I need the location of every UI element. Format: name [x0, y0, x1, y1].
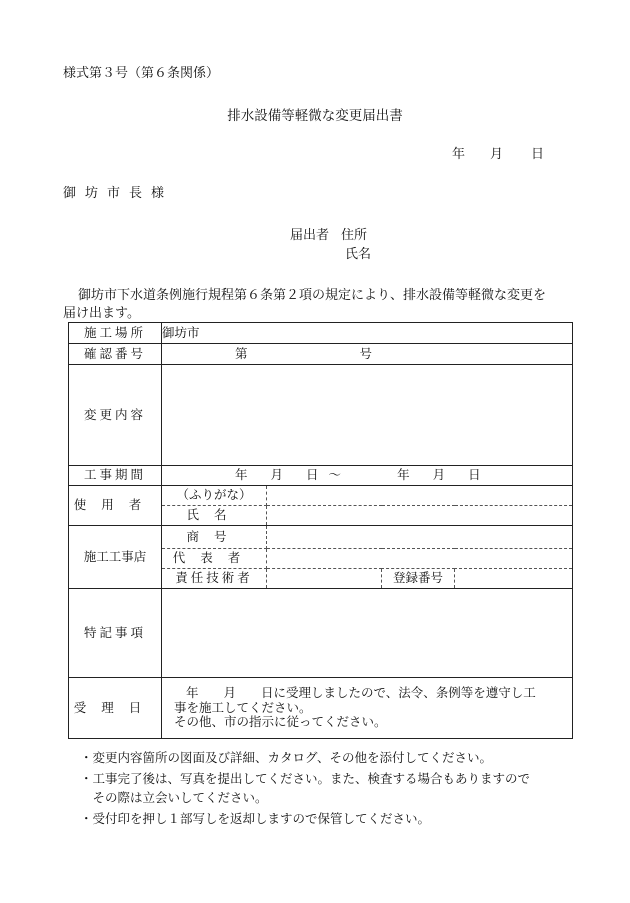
notification-form-table — [68, 322, 573, 739]
contractor-label: 施工工事店 — [69, 526, 162, 589]
period-tilde: ～ — [328, 467, 342, 483]
furigana-label: （ふりがな） — [162, 486, 267, 506]
representative-field[interactable] — [267, 549, 573, 569]
addressee: 御坊市長様 — [63, 186, 174, 201]
user-label: 使用者 — [69, 486, 162, 526]
note-receipt-stamp: ・受付印を押し１部写しを返却しますので保管してください。 — [80, 811, 431, 826]
period-start-month: 月 — [270, 467, 284, 483]
date-day: 日 — [531, 147, 545, 162]
confirmation-number-label: 確認番号 — [69, 344, 162, 365]
reception-date-label: 受理日 — [69, 678, 162, 739]
address-label: 住所 — [341, 228, 368, 243]
registration-number-field[interactable] — [455, 569, 573, 589]
applicant-line — [290, 229, 367, 242]
reception-line3: その他、市の指示に従ってください。 — [174, 714, 387, 730]
reception-line2: 事を施工してください。 — [174, 699, 312, 715]
change-details-field[interactable] — [162, 365, 573, 466]
user-name-label: 氏名 — [162, 506, 267, 526]
reception-date-text — [162, 678, 573, 739]
representative-label: 代表者 — [162, 549, 267, 569]
special-notes-field[interactable] — [162, 589, 573, 678]
note-attachments: ・変更内容箇所の図面及び詳細、カタログ、その他を添付してください。 — [80, 750, 493, 765]
period-end-month: 月 — [432, 467, 446, 483]
confirmation-number-field[interactable] — [162, 344, 573, 365]
user-name-field[interactable] — [267, 506, 573, 526]
date-year: 年 — [452, 147, 466, 162]
note-photos-continued: その際は立会いしてください。 — [80, 790, 268, 805]
note-photos: ・工事完了後は、写真を提出してください。また、検査する場合もありますので — [80, 771, 531, 786]
date-month: 月 — [490, 147, 504, 162]
period-end-year: 年 — [397, 467, 410, 483]
name-label: 氏名 — [345, 247, 372, 262]
confirmation-dai: 第 — [235, 345, 248, 361]
body-text-line2: 届け出ます。 — [63, 306, 140, 321]
confirmation-go: 号 — [359, 345, 373, 361]
change-details-label: 変更内容 — [69, 365, 162, 466]
form-number: 様式第３号（第６条関係） — [63, 66, 220, 81]
construction-period-label: 工事期間 — [69, 466, 162, 486]
construction-site-label: 施工場所 — [69, 323, 162, 344]
reception-line1: 年 月 日に受理しましたので、法令、条例等を遵守し工 — [186, 685, 536, 701]
construction-period-field[interactable] — [162, 466, 573, 486]
period-end-day: 日 — [468, 467, 481, 483]
trade-name-label: 商号 — [162, 526, 267, 549]
chief-engineer-field[interactable] — [267, 569, 382, 589]
special-notes-label: 特記事項 — [69, 589, 162, 678]
period-start-year: 年 — [235, 467, 248, 483]
applicant-label: 届出者 — [290, 228, 330, 243]
body-text-line1: 御坊市下水道条例施行規程第６条第２項の規定により、排水設備等軽微な変更を — [78, 288, 547, 303]
trade-name-field[interactable] — [267, 526, 573, 549]
period-start-day: 日 — [306, 467, 319, 483]
chief-engineer-label: 責任技術者 — [162, 569, 267, 589]
registration-number-label: 登録番号 — [382, 569, 455, 589]
construction-site-value[interactable]: 御坊市 — [162, 323, 573, 344]
form-title: 排水設備等軽微な変更届出書 — [227, 108, 403, 124]
furigana-field[interactable] — [267, 486, 573, 506]
